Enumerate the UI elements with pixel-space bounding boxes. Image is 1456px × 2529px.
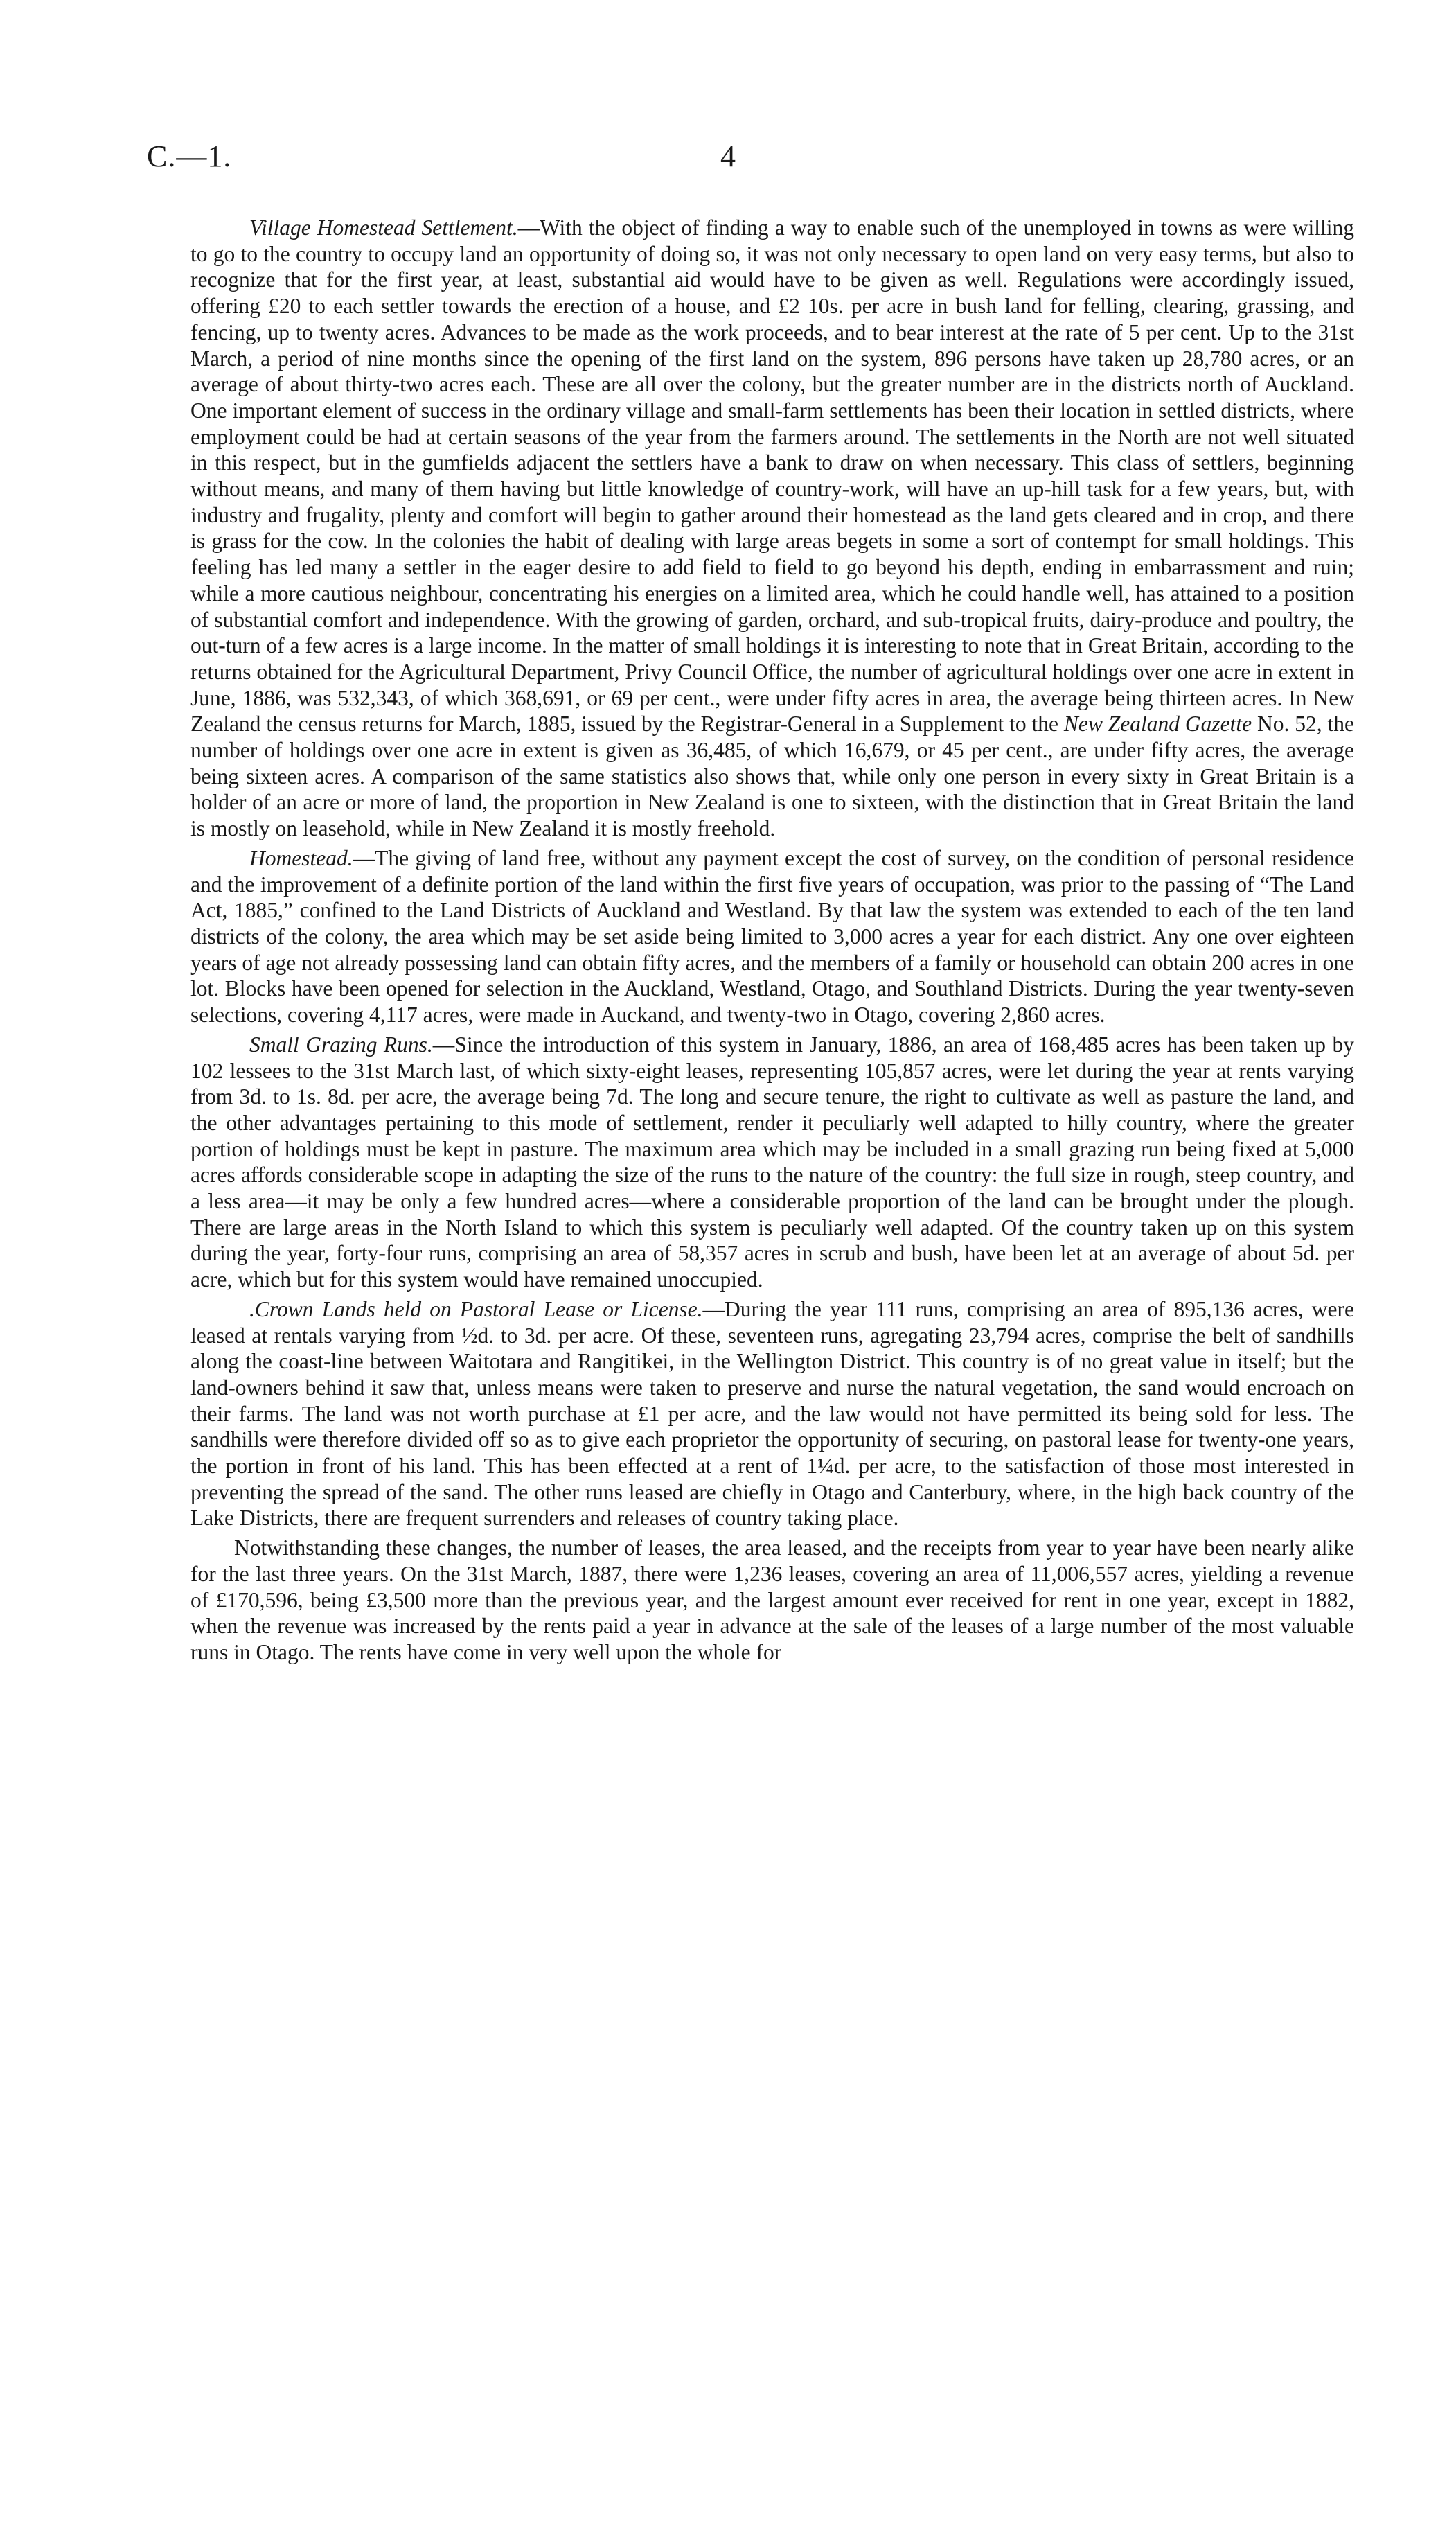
paragraph-text: Notwithstanding these changes, the number of leases, the area leased, and the receipts from year to year have been nearly alike for the last three years. On the 31st March, 1887, there were 1,236 leases, covering an area of 11,006,557 acres, yielding a revenue of £170,596, being £3,500 more than the previous year, and the largest amount ever received for rent in one year, except in 1882, when the revenue was increased by the rents paid a year in advance at the sale of the leases of a large number of the most valuable runs in Otago. The rents have come in very well upon the whole for bbox=[190, 1535, 1354, 1664]
section-heading-crown-lands: .Crown Lands held on Pastoral Lease or License. bbox=[249, 1296, 703, 1321]
page-number: 4 bbox=[720, 139, 736, 173]
paragraph-village-homestead bbox=[190, 215, 1354, 842]
paragraph-text: —The giving of land free, without any payment except the cost of survey, on the condition of personal residence and the improvement of a definite portion of the land within the first five years of occupation, was prior to the passing of “The Land Act, 1885,” confined to the Land Districts of Auckland and Westland. By that law the system was extended to each of the ten land districts of the colony, the area which may be set aside being limited to 3,000 acres a year for each district. Any one over eighteen years of age not already possessing land can obtain fifty acres, and the members of a family or household can obtain 200 acres in one lot. Blocks have been opened for selection in the Auckland, Westland, Otago, and Southland Districts. During the year twenty-seven selections, covering 4,117 acres, were made in Auckand, and twenty-two in Otago, covering 2,860 acres. bbox=[190, 845, 1354, 1028]
body-text bbox=[190, 215, 1354, 1669]
section-heading-village-homestead: Village Homestead Settlement. bbox=[249, 215, 518, 240]
paragraph-notwithstanding bbox=[190, 1535, 1354, 1666]
paragraph-text: —With the object of finding a way to enable such of the unemployed in towns as were willing to go to the country to occupy land an opportunity of doing so, it was not only necessary to open land on very easy terms, but also to recognize that for the first year, at least, substantial aid would have to be given as well. Regulations were accordingly issued, offering £20 to each settler towards the erection of a house, and £2 10s. per acre in bush land for felling, clearing, grassing, and fencing, up to twenty acres. Advances to be made as the work proceeds, and to bear interest at the rate of 5 per cent. Up to the 31st March, a period of nine months since the opening of the first land on the system, 896 persons have taken up 28,780 acres, or an average of about thirty-two acres each. These are all over the colony, but the greater number are in the districts north of Auckland. One important element of success in the ordinary village and small-farm settlements has been their location in settled districts, where employment could be had at certain seasons of the year from the farmers around. The settlements in the North are not well situated in this respect, but in the gumfields adjacent the settlers have a bank to draw on when necessary. This class of settlers, beginning without means, and many of them having but little knowledge of country-work, will have an up-hill task for a few years, but, with industry and frugality, plenty and comfort will begin to gather around their homestead as the land gets cleared and in crop, and there is grass for the cow. In the colonies the habit of dealing with large areas begets in some a sort of contempt for small holdings. This feeling has led many a settler in the eager desire to add field to field to go beyond his depth, ending in embarrassment and ruin; while a more cautious neighbour, concentrating his energies on a limited area, which he could handle well, has attained to a position of substantial comfort and independence. With the growing of garden, orchard, and sub-tropical fruits, dairy-produce and poultry, the out-turn of a few acres is a large income. In the matter of small holdings it is interesting to note that in Great Britain, according to the returns obtained for the Agricultural Department, Privy Council Office, the number of agricultural holdings over one acre in extent in June, 1886, was 532,343, of which 368,691, or 69 per cent., were under fifty acres in area, the average being thirteen acres. In New Zealand the census returns for March, 1885, issued by the Registrar-General in a Supplement to the bbox=[190, 215, 1355, 737]
paragraph-small-grazing-runs bbox=[190, 1032, 1354, 1293]
paragraph-homestead bbox=[190, 845, 1354, 1028]
paragraph-text: —Since the introduction of this system in January, 1886, an area of 168,485 acres has been taken up by 102 lessees to the 31st March last, of which sixty-eight leases, representing 105,857 acres, were let during the year at rents varying from 3d. to 1s. 8d. per acre, the average being 7d. The long and secure tenure, the right to cultivate as well as pasture the land, and the other advantages pertaining to this mode of settlement, render it peculiarly well adapted to hilly country, where the greater portion of holdings must be kept in pasture. The maximum area which may be included in a small grazing run being fixed at 5,000 acres affords considerable scope in adapting the size of the runs to the nature of the country: the full size in rough, steep country, and a less area—it may be only a few hundred acres—where a considerable proportion of the land can be brought under the plough. There are large areas in the North Island to which this system is peculiarly well adapted. Of the country taken up on this system during the year, forty-four runs, comprising an area of 58,357 acres in scrub and bush, have been let at an average of about 5d. per acre, which but for this system would have remained unoccupied. bbox=[190, 1032, 1354, 1292]
paragraph-text: —During the year 111 runs, comprising an area of 895,136 acres, were leased at rentals varying from ½d. to 3d. per acre. Of these, seventeen runs, agregating 23,794 acres, comprise the belt of sandhills along the coast-line between Waitotara and Rangitikei, in the Wellington District. This country is of no great value in itself; but the land-owners behind it saw that, unless means were taken to preserve and nurse the natural vegetation, the sand would encroach on their farms. The land was not worth purchase at £1 per acre, and the law would not have permitted its being sold for less. The sandhills were therefore divided off so as to give each proprietor the opportunity of securing, on pastoral lease for twenty-one years, the portion in front of his land. This has been effected at a rent of 1¼d. per acre, to the satisfaction of those most interested in preventing the spread of the sand. The other runs leased are chiefly in Otago and Canterbury, where, in the high back country of the Lake Districts, there are frequent surrenders and releases of country taking place. bbox=[190, 1296, 1354, 1531]
paragraph-crown-lands bbox=[190, 1296, 1354, 1531]
document-code: C.—1. bbox=[147, 139, 232, 173]
section-heading-small-grazing-runs: Small Grazing Runs. bbox=[249, 1032, 433, 1057]
gazette-title: New Zealand Gazette bbox=[1063, 712, 1252, 737]
section-heading-homestead: Homestead. bbox=[249, 845, 353, 870]
paragraph-text-continued: No. 52, the number of holdings over one acre in extent is given as 36,485, of which 16,679, or 45 per cent., are under fifty acres, the average being sixteen acres. A comparison of the same statistics also shows that, while only one person in every sixty in Great Britain is a holder of an acre or more of land, the proportion in New Zealand is one to sixteen, with the distinction that in Great Britain the land is mostly on leasehold, while in New Zealand it is mostly freehold. bbox=[190, 712, 1355, 841]
page-header bbox=[0, 139, 1456, 187]
